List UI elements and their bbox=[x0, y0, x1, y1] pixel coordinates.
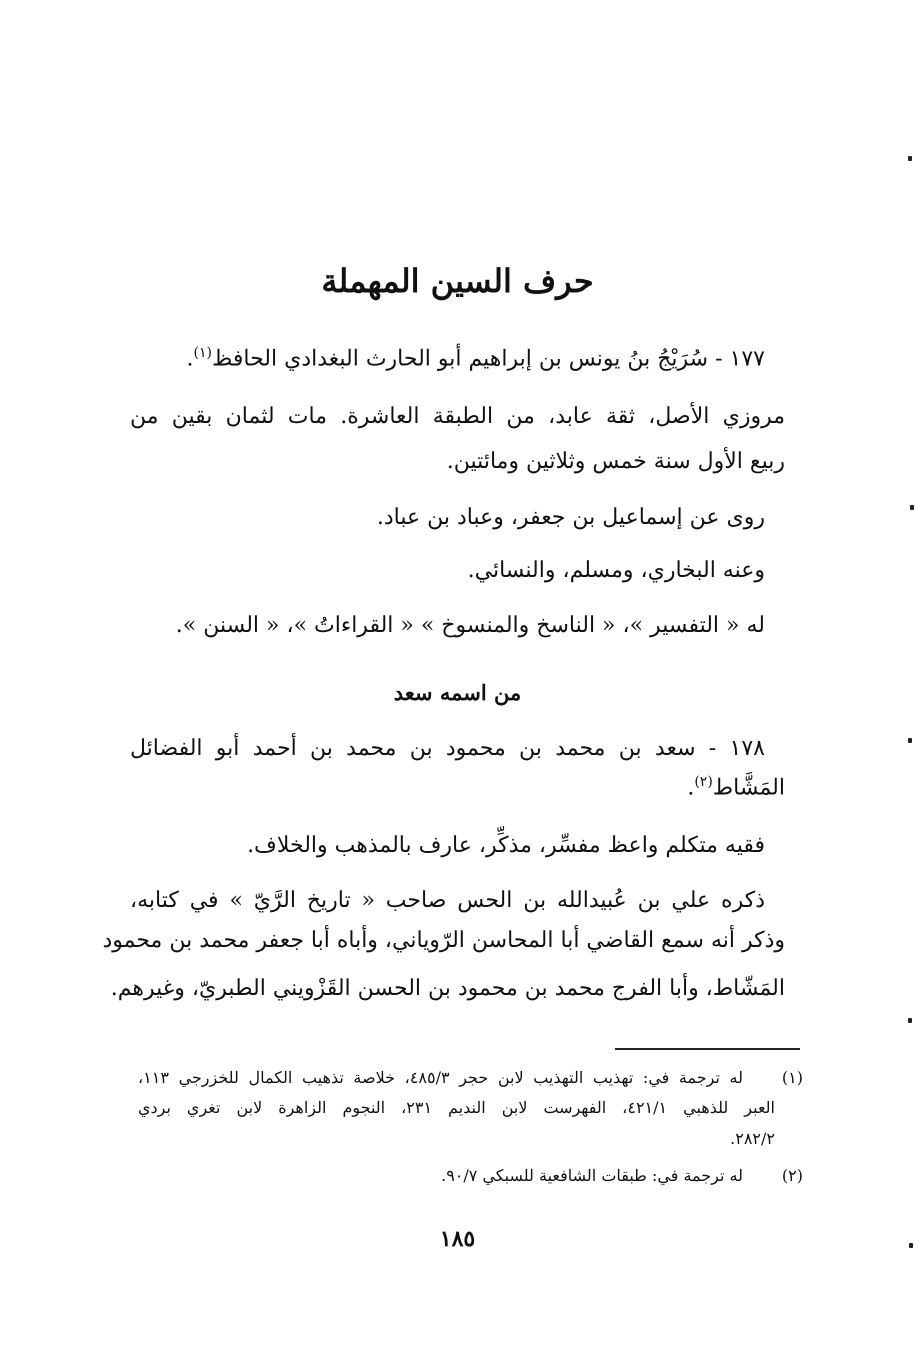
footnote-1-line-3: ٢٨٢/٢. bbox=[730, 1129, 775, 1148]
entry-177-title: ١٧٧ - سُرَيْجُ بنُ يونس بن إبراهيم أبو الحارث البغدادي الحافظ$^{(١)}$. bbox=[186, 345, 765, 372]
entry-178-para-line-3: المَشّاط، وأبا الفرج محمد بن محمود بن الحسن القَزْويني الطبريّ، وغيرهم. bbox=[110, 976, 785, 1001]
section-heading: حرف السين المهملة bbox=[321, 262, 594, 300]
scan-speck bbox=[908, 156, 912, 161]
entry-178-title-line-2-text: المَشَّاط bbox=[712, 775, 785, 801]
entry-178-para-line-1: ذكره علي بن عُبيدالله بن الحس صاحب « تاريخ الرَّيّ » في كتابه، bbox=[130, 888, 765, 913]
footnote-2-line-1: له ترجمة في: طبقات الشافعية للسبكي ٩٠/٧. bbox=[441, 1166, 743, 1185]
page-number: ١٨٥ bbox=[439, 1226, 476, 1252]
footnote-2-mark: (٢) bbox=[781, 1166, 803, 1185]
scan-speck bbox=[908, 738, 912, 743]
entry-177-desc-line-1: مروزي الأصل، ثقة عابد، من الطبقة العاشرة. مات لثمان بقين من bbox=[130, 404, 785, 429]
subsection-heading: من اسمه سعد bbox=[393, 680, 522, 705]
footnote-ref-1: (١) bbox=[193, 345, 212, 361]
footnote-1-line-2: العبر للذهبي ٤٢١/١، الفهرست لابن النديم ٢٣١، النجوم الزاهرة لابن تغري بردي bbox=[138, 1098, 775, 1117]
entry-177-title-text: ١٧٧ - سُرَيْجُ بنُ يونس بن إبراهيم أبو الحارث البغدادي الحافظ bbox=[211, 346, 765, 372]
entry-177-works: له « التفسير »، « الناسخ والمنسوخ » « القراءاتُ »، « السنن ». bbox=[175, 613, 765, 638]
footnote-1-mark: (١) bbox=[781, 1068, 803, 1087]
scan-speck bbox=[908, 1018, 912, 1023]
scan-speck bbox=[909, 1243, 913, 1248]
entry-177-desc-line-2: ربيع الأول سنة خمس وثلاثين ومائتين. bbox=[446, 449, 785, 474]
entry-178-title-line-1: ١٧٨ - سعد بن محمد بن محمود بن محمد بن أحمد أبو الفضائل bbox=[130, 736, 765, 761]
entry-177-narrated-from: روى عن إسماعيل بن جعفر، وعباد بن عباد. bbox=[376, 505, 765, 530]
footnote-1-line-1: له ترجمة في: تهذيب التهذيب لابن حجر ٤٨٥/٣، خلاصة تذهيب الكمال للخزرجي ١١٣، bbox=[138, 1068, 743, 1087]
entry-178-desc: فقيه متكلم واعظ مفسِّر، مذكِّر، عارف بالمذهب والخلاف. bbox=[247, 833, 765, 858]
entry-178-para-line-2: وذكر أنه سمع القاضي أبا المحاسن الرّوياني، وأباه أبا جعفر محمد بن محمود bbox=[102, 928, 785, 953]
footnote-ref-2: (٢) bbox=[694, 774, 713, 790]
entry-177-narrated-by: وعنه البخاري، ومسلم، والنسائي. bbox=[467, 558, 765, 583]
entry-178-title-line-2: المَشَّاط$^{(٢)}$. bbox=[687, 774, 785, 801]
scan-speck bbox=[910, 505, 914, 510]
footnote-separator bbox=[615, 1048, 800, 1050]
